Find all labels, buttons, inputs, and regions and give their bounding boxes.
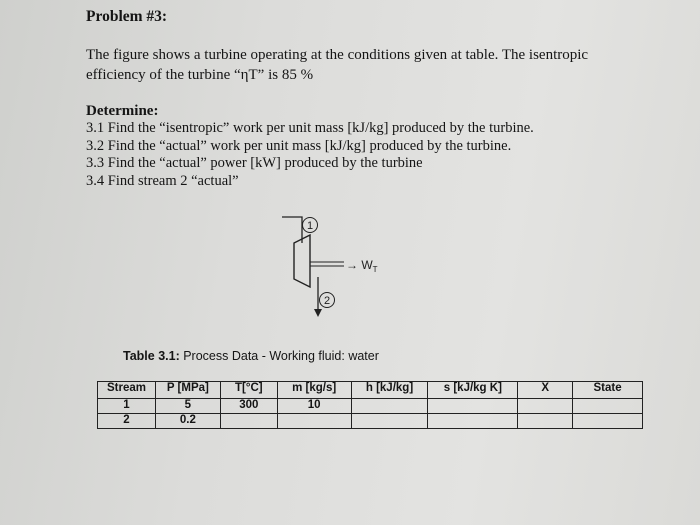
table-cell <box>351 399 428 414</box>
table-cell <box>518 414 573 429</box>
question-item: 3.4 Find stream 2 “actual” <box>86 172 239 189</box>
inlet-label: 1 <box>306 220 314 232</box>
table-caption <box>123 349 379 363</box>
problem-title: Problem #3: <box>86 8 168 25</box>
turbine-diagram <box>280 205 390 323</box>
question-item: 3.3 Find the “actual” power [kW] produced by the turbine <box>86 155 423 171</box>
table-cell: 0.2 <box>155 414 220 429</box>
table-header-row <box>98 382 643 399</box>
inlet-pipe <box>282 217 302 243</box>
process-data-table <box>97 381 643 429</box>
intro-line-2: efficiency of the turbine “ηT” is 85 % <box>86 67 314 83</box>
question-item: 3.2 Find the “actual” work per unit mass [kJ/kg] produced by the turbine. <box>86 137 512 154</box>
table-header-cell: T[°C] <box>220 382 277 399</box>
question-list <box>86 120 534 190</box>
problem-intro <box>86 45 646 85</box>
table-header-cell: m [kg/s] <box>277 382 351 399</box>
table-cell: 300 <box>220 399 277 414</box>
table-caption-label: Table 3.1: <box>123 349 180 363</box>
table-header-cell: State <box>573 382 643 399</box>
table-cell <box>277 414 351 429</box>
outlet-arrow <box>314 309 322 317</box>
outlet-label: 2 <box>323 295 331 307</box>
table-cell: 2 <box>98 414 156 429</box>
table-caption-text: Process Data - Working fluid: water <box>179 349 379 363</box>
table-cell: 1 <box>98 399 156 414</box>
table-header-cell: s [kJ/kg K] <box>428 382 518 399</box>
table-header-cell: P [MPa] <box>155 382 220 399</box>
table-cell <box>573 399 643 414</box>
table-cell <box>428 414 518 429</box>
table-row <box>98 399 643 414</box>
table-cell <box>351 414 428 429</box>
table-header-cell: h [kJ/kg] <box>351 382 428 399</box>
table-cell: 5 <box>155 399 220 414</box>
table-cell <box>518 399 573 414</box>
question-item: 3.1 Find the “isentropic” work per unit mass [kJ/kg] produced by the turbine. <box>86 120 534 136</box>
table-header-cell: Stream <box>98 382 156 399</box>
table-header-cell: X <box>518 382 573 399</box>
table-cell <box>573 414 643 429</box>
table-cell <box>428 399 518 414</box>
intro-line-1: The figure shows a turbine operating at the conditions given at table. The isentropic <box>86 47 589 63</box>
table-cell: 10 <box>277 399 351 414</box>
work-label: → $W_T$ <box>346 258 378 274</box>
table-cell <box>220 414 277 429</box>
determine-heading: Determine: <box>86 103 159 119</box>
table-row <box>98 414 643 429</box>
